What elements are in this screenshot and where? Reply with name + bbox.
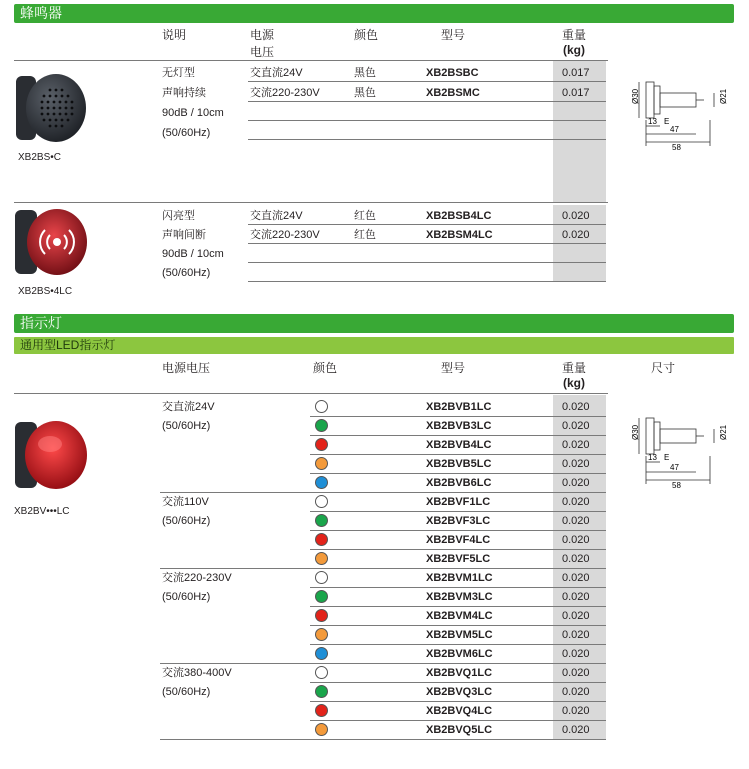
header-color: 颜色 [313,361,338,375]
dim-inner: Ø21 [719,88,728,104]
row-divider [248,139,606,140]
model-cell: XB2BVB1LC [426,401,492,413]
dim-47: 47 [670,463,679,472]
header-color: 颜色 [354,28,379,42]
model-cell: XB2BVM1LC [426,572,493,584]
row-divider [310,454,606,455]
model-cell: XB2BSM4LC [426,229,493,241]
model-cell: XB2BVQ5LC [426,724,493,736]
supply-cell: 交流220-230V [250,229,320,241]
row-divider [248,224,606,225]
color-swatch [315,628,328,641]
model-cell: XB2BVB3LC [426,420,492,432]
weight-cell: 0.020 [562,591,590,603]
color-swatch [315,685,328,698]
dim-58: 58 [672,481,681,490]
weight-cell: 0.020 [562,458,590,470]
subsection-bar [14,337,734,354]
dim-outer: Ø30 [631,424,640,440]
model-cell: XB2BVM4LC [426,610,493,622]
header-weight-line1: 重量 [562,361,587,375]
weight-cell: 0.020 [562,724,590,736]
color-cell: 黑色 [354,87,376,99]
section-bar-buzzer [14,4,734,23]
row-divider [310,606,606,607]
header-model: 型号 [441,361,466,375]
subsection-title: 通用型LED指示灯 [20,338,116,352]
header-model: 型号 [441,28,466,42]
dim-e: E [664,453,670,462]
model-cell: XB2BSMC [426,87,480,99]
desc-line: (50/60Hz) [162,127,211,139]
color-swatch [315,609,328,622]
image-caption: XB2BS•C [18,152,61,163]
frequency-cell: (50/60Hz) [162,515,211,527]
weight-cell: 0.020 [562,420,590,432]
model-cell: XB2BVQ4LC [426,705,493,717]
row-divider [310,644,606,645]
color-swatch [315,704,328,717]
supply-cell: 交流220-230V [162,572,232,584]
section-title-buzzer: 蜂鸣器 [20,5,62,21]
weight-cell: 0.020 [562,648,590,660]
dim-47: 47 [670,125,679,134]
model-cell: XB2BVF5LC [426,553,491,565]
weight-cell: 0.020 [562,439,590,451]
weight-cell: 0.020 [562,572,590,584]
frequency-cell: (50/60Hz) [162,686,211,698]
weight-cell: 0.020 [562,534,590,546]
row-divider [248,281,606,282]
indicator-red-image [10,416,90,498]
supply-cell: 交流380-400V [162,667,232,679]
row-divider [310,720,606,721]
row-divider [248,120,606,121]
weight-cell: 0.020 [562,515,590,527]
model-cell: XB2BVQ1LC [426,667,493,679]
color-swatch [315,571,328,584]
weight-cell: 0.017 [562,67,590,79]
model-cell: XB2BSBC [426,67,479,79]
row-divider [310,416,606,417]
header-weight-line2: (kg) [563,43,585,57]
dim-e: E [664,117,670,126]
row-divider [248,101,606,102]
row-divider [310,473,606,474]
model-cell: XB2BVM5LC [426,629,493,641]
divider [14,393,608,394]
header-supply-line2: 电压 [250,45,275,59]
row-divider [248,81,606,82]
dim-13: 13 [648,453,657,462]
color-swatch [315,723,328,736]
color-cell: 黑色 [354,67,376,79]
desc-line: (50/60Hz) [162,267,211,279]
dim-13: 13 [648,117,657,126]
weight-cell: 0.020 [562,401,590,413]
row-divider [310,587,606,588]
dimension-drawing [620,410,730,490]
color-swatch [315,666,328,679]
color-swatch [315,533,328,546]
weight-cell: 0.020 [562,629,590,641]
weight-cell: 0.020 [562,686,590,698]
row-divider [310,549,606,550]
dim-inner: Ø21 [719,424,728,440]
row-divider [160,739,606,740]
model-cell: XB2BVM6LC [426,648,493,660]
weight-cell: 0.020 [562,667,590,679]
desc-line: 无灯型 [162,67,195,79]
desc-line: 90dB / 10cm [162,248,224,260]
model-cell: XB2BVQ3LC [426,686,493,698]
header-size: 尺寸 [651,361,676,375]
model-cell: XB2BVF3LC [426,515,491,527]
row-divider [248,262,606,263]
weight-cell: 0.020 [562,229,590,241]
weight-cell: 0.017 [562,87,590,99]
color-swatch [315,438,328,451]
color-swatch [315,552,328,565]
dim-outer: Ø30 [631,88,640,104]
row-divider [310,511,606,512]
model-cell: XB2BVB4LC [426,439,492,451]
frequency-cell: (50/60Hz) [162,591,211,603]
model-cell: XB2BVM3LC [426,591,493,603]
row-divider [310,530,606,531]
row-divider [248,243,606,244]
color-swatch [315,457,328,470]
color-swatch [315,495,328,508]
supply-cell: 交流220-230V [250,87,320,99]
section-title-indicator: 指示灯 [20,315,62,331]
weight-cell: 0.020 [562,210,590,222]
divider [14,202,608,203]
row-divider [310,625,606,626]
dim-58: 58 [672,143,681,152]
weight-cell: 0.020 [562,610,590,622]
header-weight-line2: (kg) [563,376,585,390]
header-supply: 电源电压 [162,361,211,375]
row-divider [160,663,606,664]
color-swatch [315,400,328,413]
supply-cell: 交流110V [162,496,209,508]
buzzer-red-image [10,204,90,284]
header-desc: 说明 [162,28,187,42]
model-cell: XB2BVF1LC [426,496,491,508]
row-divider [310,682,606,683]
desc-line: 声响间断 [162,229,206,241]
divider [14,60,608,61]
weight-cell: 0.020 [562,553,590,565]
color-swatch [315,476,328,489]
model-cell: XB2BSB4LC [426,210,492,222]
frequency-cell: (50/60Hz) [162,420,211,432]
row-divider [310,701,606,702]
header-weight-line1: 重量 [562,28,587,42]
weight-cell: 0.020 [562,705,590,717]
weight-cell: 0.020 [562,496,590,508]
section-bar-indicator [14,314,734,333]
row-divider [160,492,606,493]
buzzer-black-image [10,68,88,150]
desc-line: 90dB / 10cm [162,107,224,119]
header-supply-line1: 电源 [250,28,275,42]
desc-line: 声响持续 [162,87,206,99]
color-cell: 红色 [354,210,376,222]
weight-column-bg [553,61,606,202]
color-swatch [315,419,328,432]
row-divider [310,435,606,436]
color-swatch [315,590,328,603]
supply-cell: 交直流24V [162,401,215,413]
color-swatch [315,514,328,527]
supply-cell: 交直流24V [250,210,303,222]
color-swatch [315,647,328,660]
color-cell: 红色 [354,229,376,241]
row-divider [160,568,606,569]
image-caption: XB2BS•4LC [18,286,73,297]
dimension-drawing [620,76,730,152]
image-caption: XB2BV•••LC [14,506,70,517]
supply-cell: 交直流24V [250,67,303,79]
model-cell: XB2BVF4LC [426,534,491,546]
desc-line: 闪亮型 [162,210,195,222]
model-cell: XB2BVB5LC [426,458,492,470]
model-cell: XB2BVB6LC [426,477,492,489]
weight-cell: 0.020 [562,477,590,489]
